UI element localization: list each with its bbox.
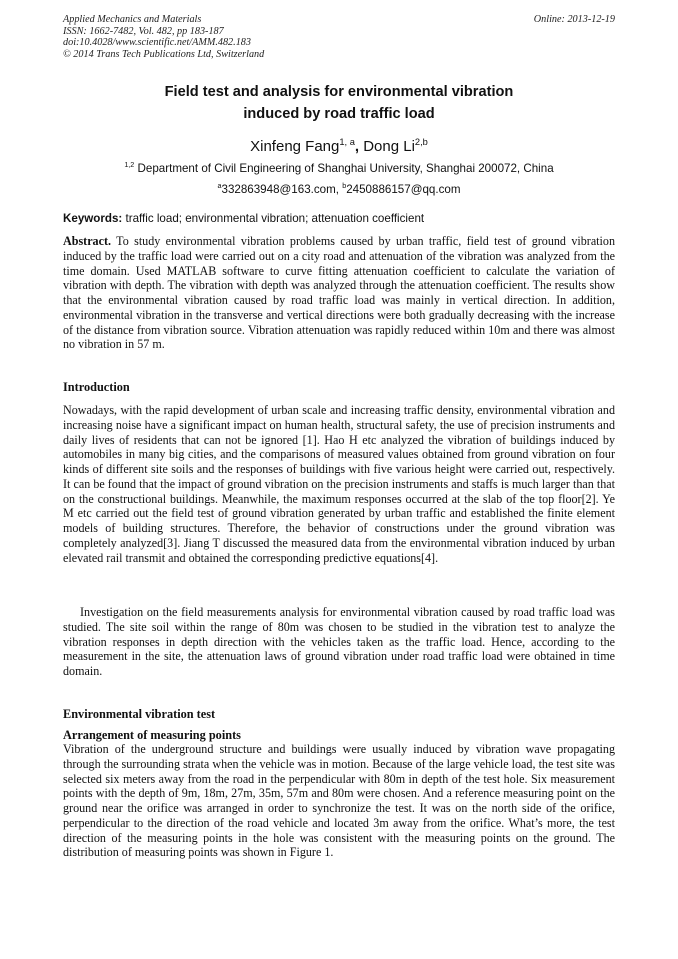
affiliation-text: Department of Civil Engineering of Shanghai University, Shanghai 200072, China [134, 162, 554, 175]
author-1-affil-mark: 1, a [339, 137, 355, 147]
keywords-text: traffic load; environmental vibration; attenuation coefficient [122, 212, 425, 225]
running-header [63, 14, 615, 60]
author-2-name: Dong Li [363, 138, 415, 155]
email-b: 2450886157@qq.com [346, 183, 461, 196]
paper-title [63, 81, 615, 125]
section-heading-environmental-vibration-test: Environmental vibration test [63, 707, 216, 721]
affiliation [63, 161, 615, 177]
email-b-mark: b [342, 181, 347, 191]
email-a-mark: a [217, 181, 222, 191]
issn-volume: ISSN: 1662-7482, Vol. 482, pp 183-187 [63, 25, 224, 37]
introduction-heading: Introduction [63, 380, 130, 394]
journal-name: Applied Mechanics and Materials [63, 14, 202, 25]
abstract-label: Abstract. [63, 234, 112, 248]
title-line-2: induced by road traffic load [243, 106, 435, 122]
abstract [63, 234, 615, 352]
author-emails [63, 182, 615, 198]
abstract-text: To study environmental vibration problems caused by urban traffic, field test of ground vibration induced by the traffic load were carried out on a city road and attenuation of the vibration was analyzed from the time domain. Used MATLAB software to curve fitting attenuation coefficient to calculate the variation of vibration with depth. The vibration with depth was analyzed through the attenuation coefficient. The results show that the environmental vibration caused by road traffic load was mainly in vertical direction. In addition, environmental vibration in the transverse and vertical directions were both gradually decreasing with the increase of the distance from vibration source. Vibration attenuation was rapidly reduced within 10m and there was almost no vibration in 57 m. [63, 234, 615, 352]
author-separator: , [354, 138, 364, 155]
subsection-heading-arrangement: Arrangement of measuring points [63, 728, 241, 742]
doi: doi:10.4028/www.scientific.net/AMM.482.183 [63, 37, 251, 49]
email-a: 332863948@163.com, [221, 183, 343, 196]
copyright: © 2014 Trans Tech Publications Ltd, Switzerland [63, 48, 265, 60]
introduction-paragraph-1: Nowadays, with the rapid development of urban scale and increasing traffic density, environmental vibration and increasing noise have a significant impact on human health, structural safety, the use of precision instruments and daily lives of residents that can not be ignored [1]. Hao H etc analyzed the vibration of buildings induced by automobiles in many big cities, and the comparisons of measured values obtained from ground vibration on four kinds of different site soils and the responses of buildings with five various height were carried out, respectively. It can be found that the impact of ground vibration on the precision instruments and staffs is much larger than that on the constructional buildings. Meanwhile, the maximum responses occurred at the slab of the top floor[2]. Ye M etc carried out the field test of ground vibration generated by urban traffic and established the finite element models of building structures. Therefore, the behavior of constructions under the ground vibration was completely analyzed[3]. Jiang T discussed the measured data from the environmental vibration induced by urban elevated rail transmit and obtained the corresponding predictive equations[4]. [63, 403, 615, 565]
author-2-affil-mark: 2,b [414, 137, 428, 147]
author-1-name: Xinfeng Fang [250, 138, 340, 155]
keywords [63, 211, 615, 226]
author-list [63, 137, 615, 157]
affiliation-mark: 1,2 [124, 160, 135, 170]
title-line-1: Field test and analysis for environmental vibration [164, 84, 514, 100]
keywords-label: Keywords: [63, 212, 123, 225]
introduction-paragraph-2: Investigation on the field measurements analysis for environmental vibration caused by road traffic load was studied. The site soil within the range of 80m was chosen to be studied in the vibration test to analyze the vibration responses in depth direction with the vehicles taken as the traffic load. Hence, according to the measurement in the site, the attenuation laws of ground vibration under road traffic load were obtained in time domain. [63, 605, 615, 678]
arrangement-paragraph: Vibration of the underground structure and buildings were usually induced by vibration wave propagating through the surrounding strata when the vehicle was in motion. Because of the large vehicle load, the test site was selected six meters away from the road in the perpendicular with 80m in depth of the test hole. Six measurement points with the depth of 9m, 18m, 27m, 35m, 57m and 80m were chosen. And a reference measuring point on the ground near the orifice was arranged in order to synchronize the test. It was on the north side of the orifice, perpendicular to the direction of the road vehicle and located 3m away from the orifice. What’s more, the test direction of the measuring points in the hole was consistent with the measuring points on the ground. The distribution of measuring points was shown in Figure 1. [63, 742, 615, 860]
online-date: Online: 2013-12-19 [533, 14, 615, 25]
